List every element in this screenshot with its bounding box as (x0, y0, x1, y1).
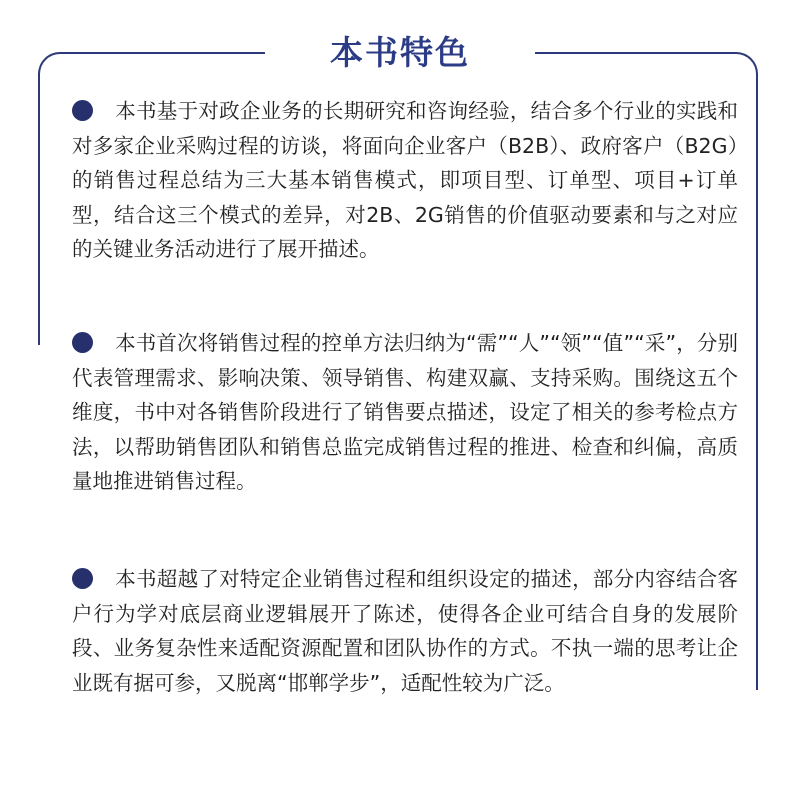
bullet-dot-icon (72, 332, 93, 353)
bullet-dot-icon (72, 568, 93, 589)
feature-text: 本书首次将销售过程的控单方法归纳为“需”“人”“领”“值”“采”，分别代表管理需求、影响决策、领导销售、构建双赢、支持采购。围绕这五个维度，书中对各销售阶段进行了销售要点描述，设定了相关的参考检点方法，以帮助销售团队和销售总监完成销售过程的推进、检查和纠偏，高质量地推进销售过程。 (72, 331, 738, 493)
frame-gap-left (30, 345, 50, 800)
feature-item (72, 326, 738, 499)
frame-gap-right (745, 690, 775, 800)
section-title: 本书特色 (330, 33, 470, 72)
feature-text: 本书基于对政企业务的长期研究和咨询经验，结合多个行业的实践和对多家企业采购过程的访谈，将面向企业客户（B2B）、政府客户（B2G）的销售过程总结为三大基本销售模式，即项目型、订单型、项目+订单型，结合这三个模式的差异，对2B、2G销售的价值驱动要素和与之对应的关键业务活动进行了展开描述。 (72, 99, 738, 261)
bullet-dot-icon (72, 100, 93, 121)
section-header (265, 24, 535, 82)
feature-text: 本书超越了对特定企业销售过程和组织设定的描述，部分内容结合客户行为学对底层商业逻辑展开了陈述，使得各企业可结合自身的发展阶段、业务复杂性来适配资源配置和团队协作的方式。不执一端的思考让企业既有据可参，又脱离“邯郸学步”，适配性较为广泛。 (72, 567, 738, 695)
feature-item (72, 94, 738, 267)
feature-item (72, 562, 738, 700)
